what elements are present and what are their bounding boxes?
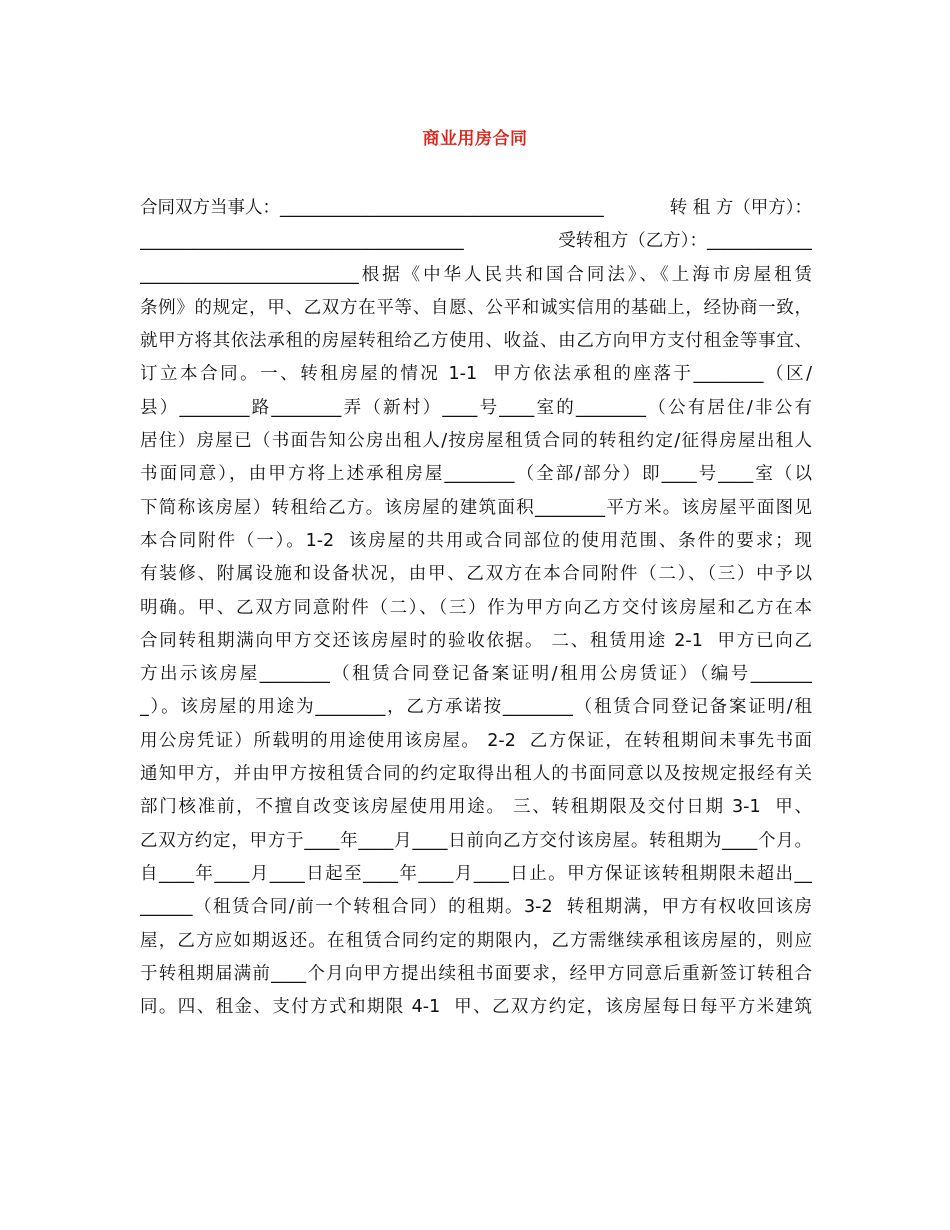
contract-line: 居住）房屋已（书面告知公房出租人/按房屋租赁合同的转租约定/征得房屋出租人 xyxy=(140,431,812,452)
contract-line: 部门核准前，不擅自改变该房屋使用用途。 三、转租期限及交付日期 3-1 甲、 xyxy=(140,797,812,818)
contract-line: 自____年____月____日起至____年____月____日止。甲方保证该转租期限未超出__ xyxy=(140,863,812,884)
contract-line: _）。该房屋的用途为________，乙方承诺按________（租赁合同登记备案证明/租 xyxy=(140,697,812,718)
lessee-label: 受转租方（乙方）：____________ xyxy=(558,231,812,252)
contract-line: 通知甲方，并由甲方按租赁合同的约定取得出租人的书面同意以及按规定报经有关 xyxy=(140,764,812,785)
contract-line: 用公房凭证）所载明的用途使用该房屋。 2-2 乙方保证，在转租期间未事先书面 xyxy=(140,730,812,751)
contract-line: ______（租赁合同/前一个转租合同）的租期。3-2 转租期满，甲方有权收回该房 xyxy=(140,897,812,918)
contract-line-parties xyxy=(140,192,812,225)
contract-line: 乙双方约定，甲方于____年____月____日前向乙方交付该房屋。转租期为____个月。 xyxy=(140,830,812,851)
contract-line: 县）________路________弄（新村）____号____室的________（公有居住/非公有 xyxy=(140,397,812,418)
contract-line: 有装修、附属设施和设备状况，由甲、乙双方在本合同附件（二）、（三）中予以 xyxy=(140,564,812,585)
contract-line-lessee xyxy=(140,225,812,258)
contract-line: 就甲方将其依法承租的房屋转租给乙方使用、收益、由乙方向甲方支付租金等事宜、 xyxy=(140,331,812,352)
contract-line: 合同转租期满向甲方交还该房屋时的验收依据。 二、租赁用途 2-1 甲方已向乙 xyxy=(140,630,812,651)
contract-body xyxy=(140,192,812,1024)
contract-line: 下简称该房屋）转租给乙方。该房屋的建筑面积________平方米。该房屋平面图见 xyxy=(140,497,812,518)
lessor-blank: _____________________________________ xyxy=(140,231,464,252)
contract-line: 方出示该房屋________（租赁合同登记备案证明/租用公房赁证）（编号_______ xyxy=(140,664,812,685)
lessor-label: 转 租 方（甲方）： xyxy=(669,198,812,218)
contract-line: 书面同意），由甲方将上述承租房屋________（全部/部分）即____号____室（以 xyxy=(140,464,812,485)
document-title: 商业用房合同 xyxy=(422,129,528,149)
parties-label: 合同双方当事人：_____________________________________ xyxy=(140,198,604,218)
contract-line: 条例》的规定，甲、乙双方在平等、自愿、公平和诚实信用的基础上，经协商一致， xyxy=(140,297,812,318)
contract-line: 屋，乙方应如期返还。在租赁合同约定的期限内，乙方需继续承租该房屋的，则应 xyxy=(140,930,812,951)
contract-line: 明确。甲、乙双方同意附件（二）、（三）作为甲方向乙方交付该房屋和乙方在本 xyxy=(140,597,812,618)
contract-line: 于转租期届满前____个月向甲方提出续租书面要求，经甲方同意后重新签订转租合 xyxy=(140,963,812,984)
contract-line: _________________________根据《中华人民共和国合同法》、《上海市房屋租赁 xyxy=(140,264,812,285)
contract-line: 订立本合同。一、转租房屋的情况 1-1 甲方依法承租的座落于________（区/ xyxy=(140,364,812,385)
contract-line: 本合同附件（一）。1-2 该房屋的共用或合同部位的使用范围、条件的要求；现 xyxy=(140,530,812,551)
contract-line: 同。四、租金、支付方式和期限 4-1 甲、乙双方约定，该房屋每日每平方米建筑 xyxy=(140,997,812,1018)
